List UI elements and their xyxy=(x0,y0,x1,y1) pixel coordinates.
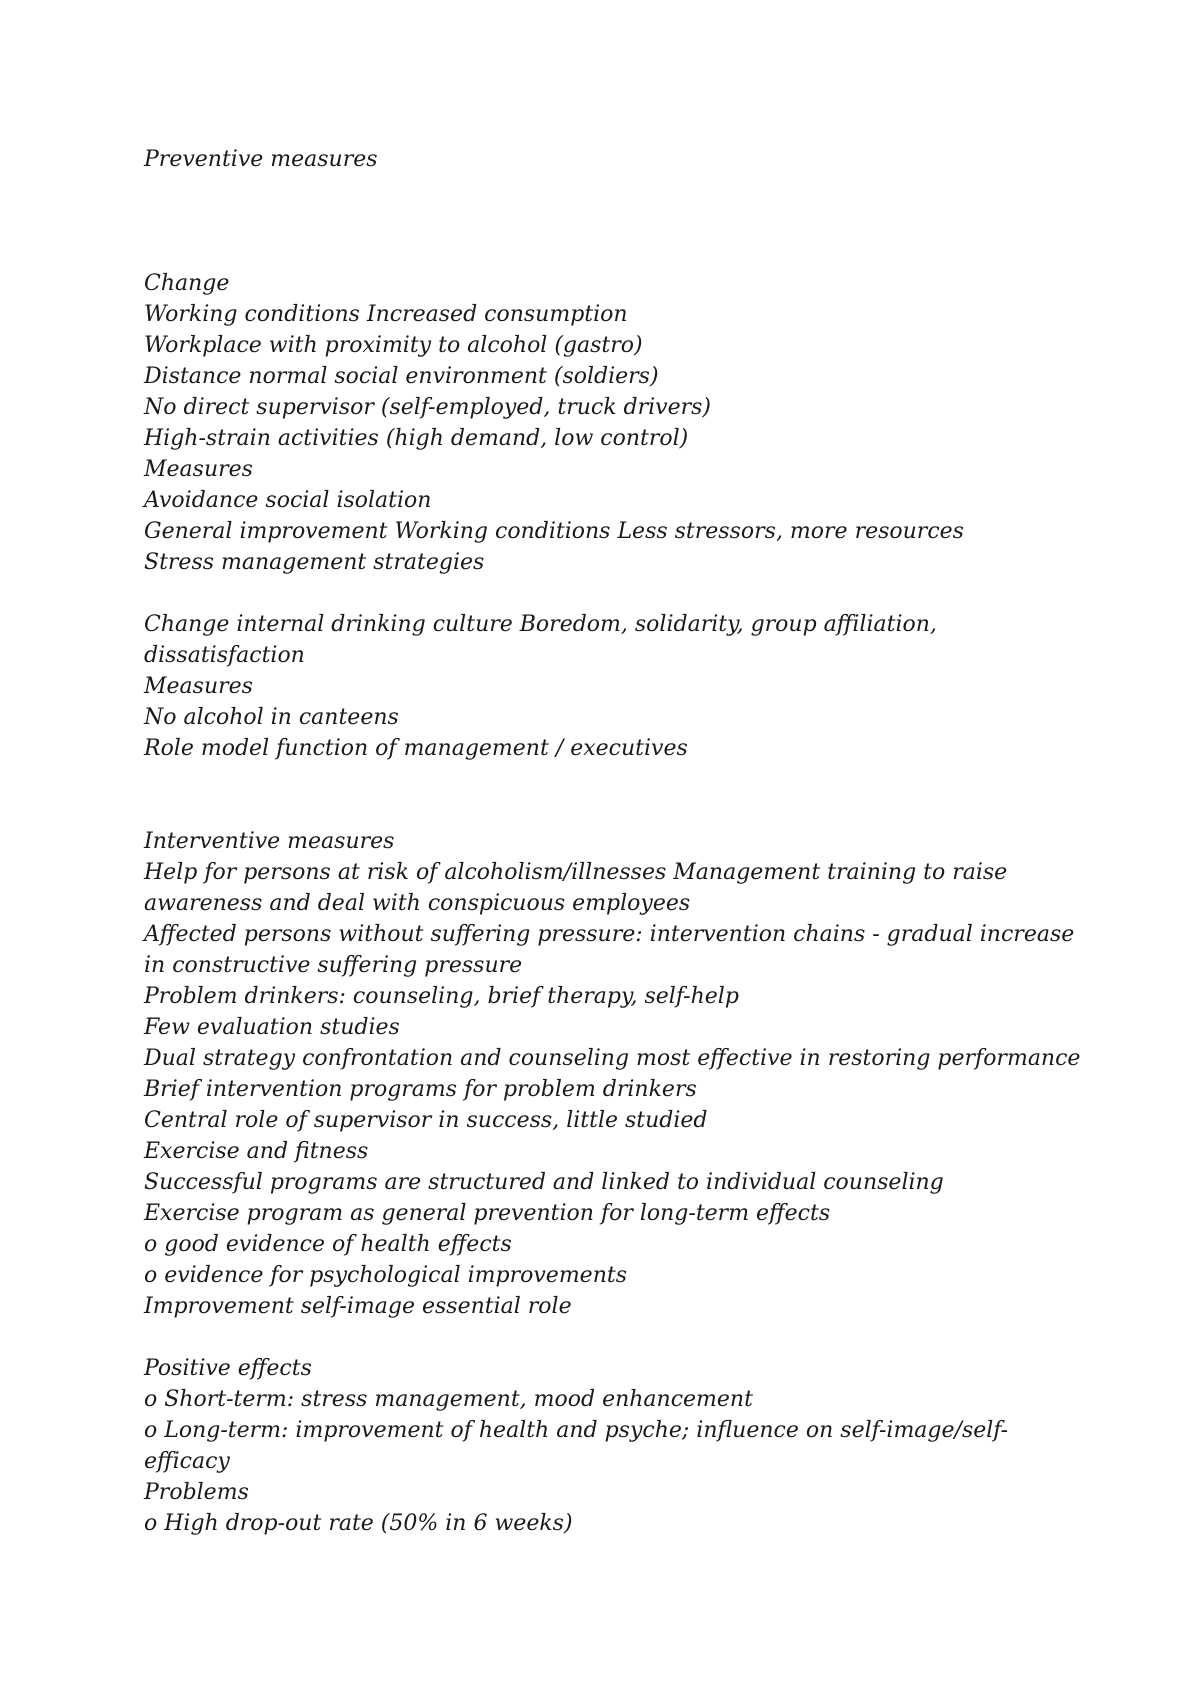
text-line: dissatisfaction xyxy=(144,643,305,668)
text-line: Affected persons without suffering pressure: intervention chains - gradual increase xyxy=(144,922,1075,947)
text-line: General improvement Working conditions Less stressors, more resources xyxy=(144,519,964,544)
text-line: Brief intervention programs for problem drinkers xyxy=(144,1077,697,1102)
text-line: No direct supervisor (self-employed, truck drivers) xyxy=(144,395,712,420)
text-line: efficacy xyxy=(144,1449,230,1474)
text-line: Successful programs are structured and linked to individual counseling xyxy=(144,1170,944,1195)
section-interventive-measures xyxy=(144,826,1081,1322)
text-line: Central role of supervisor in success, little studied xyxy=(144,1108,708,1133)
page-title: Preventive measures xyxy=(144,147,378,172)
text-line: Workplace with proximity to alcohol (gastro) xyxy=(144,333,643,358)
text-line: Change internal drinking culture Boredom, solidarity, group affiliation, xyxy=(144,612,937,637)
text-line: Exercise program as general prevention for long-term effects xyxy=(144,1201,831,1226)
text-line: Stress management strategies xyxy=(144,550,485,575)
text-line: Problem drinkers: counseling, brief therapy, self-help xyxy=(144,984,739,1009)
text-line: High-strain activities (high demand, low control) xyxy=(144,426,689,451)
text-line: Avoidance social isolation xyxy=(144,488,432,513)
section-positive-effects xyxy=(144,1353,1074,1539)
text-line: awareness and deal with conspicuous employees xyxy=(144,891,691,916)
text-line: Distance normal social environment (soldiers) xyxy=(144,364,659,389)
spacer xyxy=(144,764,1074,826)
text-line: Few evaluation studies xyxy=(144,1015,400,1040)
text-line: Positive effects xyxy=(144,1356,312,1381)
text-line: o Long-term: improvement of health and psyche; influence on self-image/self- xyxy=(144,1418,1009,1443)
text-line: o Short-term: stress management, mood enhancement xyxy=(144,1387,753,1412)
text-line: o evidence for psychological improvements xyxy=(144,1263,628,1288)
text-line: Dual strategy confrontation and counseling most effective in restoring performance xyxy=(144,1046,1081,1071)
text-line: Exercise and fitness xyxy=(144,1139,369,1164)
text-line: o High drop-out rate (50% in 6 weeks) xyxy=(144,1511,573,1536)
text-line: Change xyxy=(144,271,230,296)
text-line: Working conditions Increased consumption xyxy=(144,302,628,327)
text-line: Role model function of management / executives xyxy=(144,736,688,761)
section-working-conditions xyxy=(144,268,1074,578)
text-line: Problems xyxy=(144,1480,249,1505)
document-body xyxy=(144,144,1081,1539)
text-line: No alcohol in canteens xyxy=(144,705,399,730)
text-line: o good evidence of health effects xyxy=(144,1232,512,1257)
text-line: Measures xyxy=(144,457,253,482)
spacer xyxy=(144,175,1074,268)
text-line: Improvement self-image essential role xyxy=(144,1294,572,1319)
text-line: in constructive suffering pressure xyxy=(144,953,523,978)
spacer xyxy=(144,578,1074,609)
text-line: Help for persons at risk of alcoholism/illnesses Management training to raise xyxy=(144,860,1008,885)
text-line: Interventive measures xyxy=(144,829,395,854)
section-drinking-culture xyxy=(144,609,1074,764)
text-line: Measures xyxy=(144,674,253,699)
spacer xyxy=(144,1322,1074,1353)
